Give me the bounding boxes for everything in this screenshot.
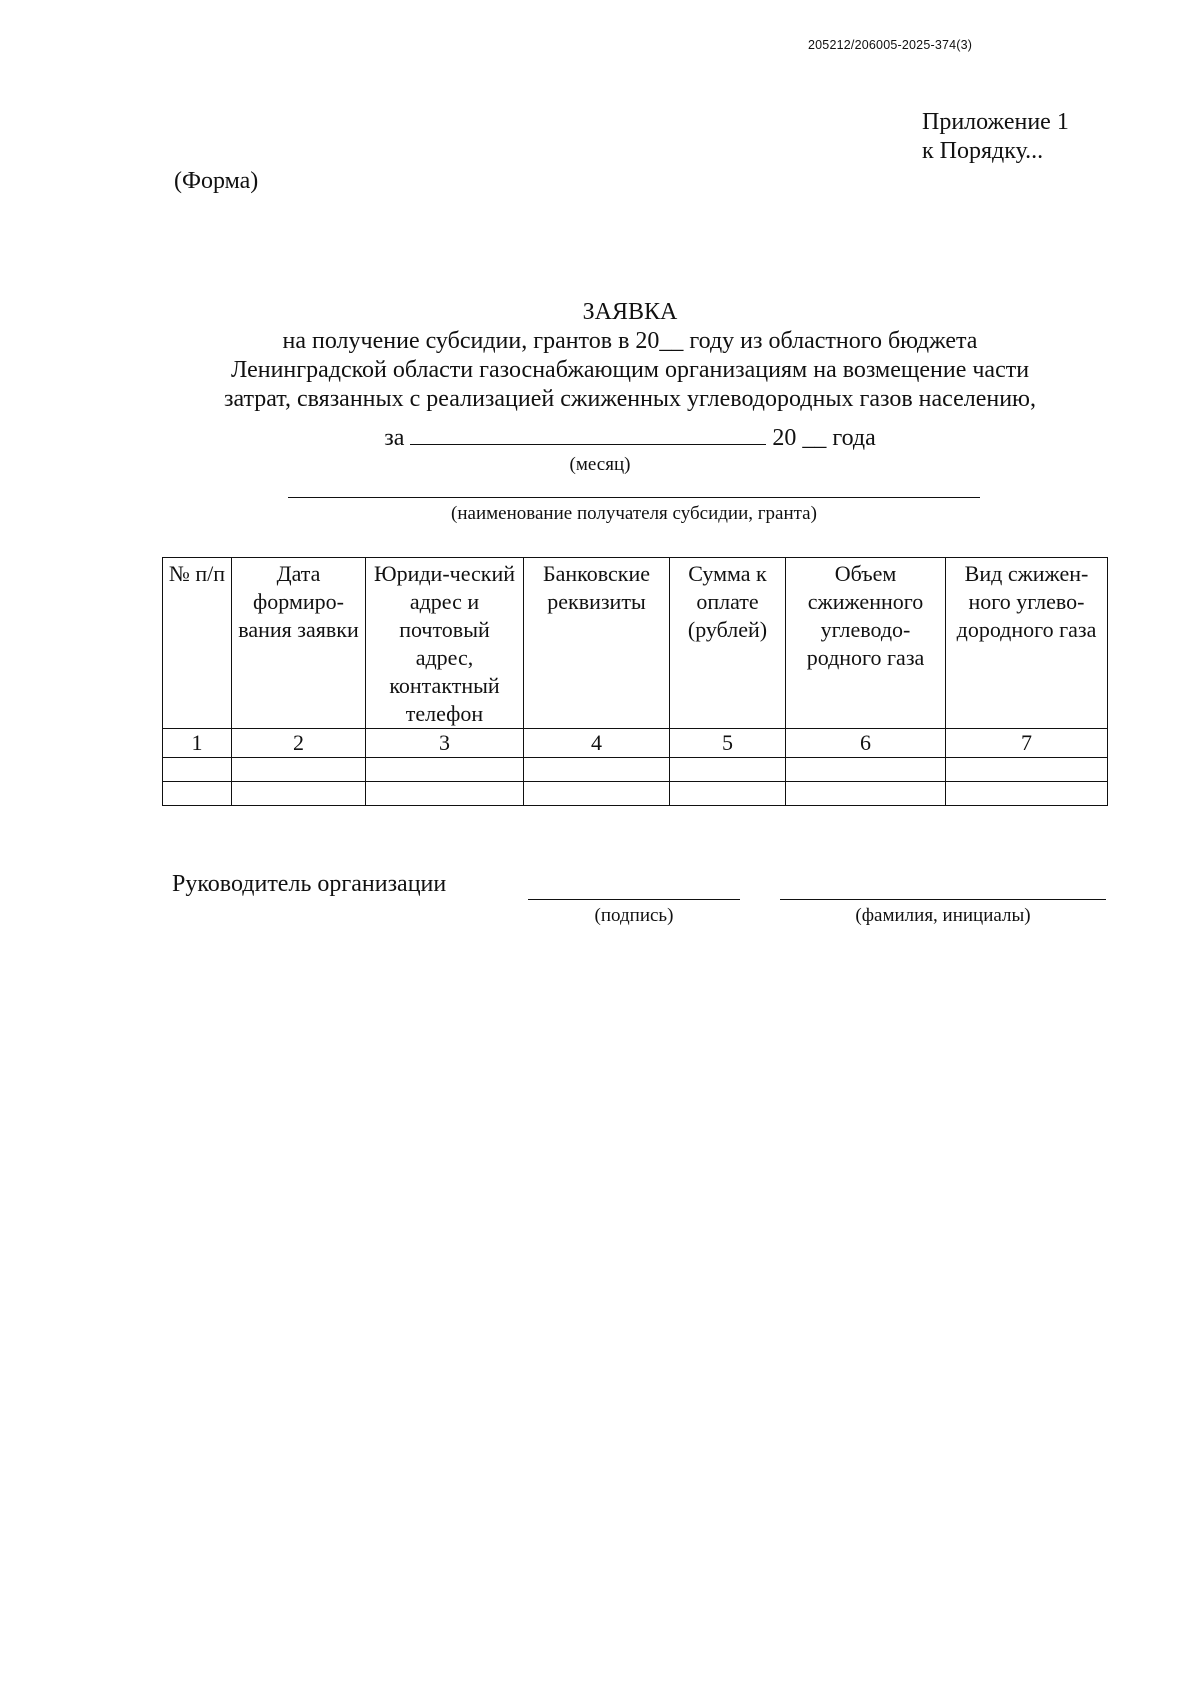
subtitle-line-2: Ленинградской области газоснабжающим организациям на возмещение части — [230, 357, 1030, 383]
column-number-cell: 2 — [232, 729, 366, 758]
table-cell[interactable] — [786, 758, 946, 782]
table-cell[interactable] — [366, 782, 524, 806]
header-cell: Вид сжижен-ного углево-дородного газа — [946, 558, 1108, 729]
recipient-blank-field[interactable] — [288, 497, 980, 498]
month-caption: (месяц) — [569, 454, 631, 475]
column-number-cell: 6 — [786, 729, 946, 758]
table-cell[interactable] — [524, 758, 670, 782]
column-number-cell: 4 — [524, 729, 670, 758]
table-cell[interactable] — [366, 758, 524, 782]
form-label: (Форма) — [174, 168, 259, 194]
name-caption: (фамилия, инициалы) — [855, 905, 1031, 926]
appendix-reference — [922, 108, 1069, 166]
column-number-cell: 7 — [946, 729, 1108, 758]
signature-blank-field[interactable] — [528, 899, 740, 900]
month-blank-field[interactable] — [410, 420, 766, 445]
header-cell: Сумма к оплате (рублей) — [670, 558, 786, 729]
document-id: 205212/206005-2025-374(3) — [808, 38, 973, 52]
recipient-caption: (наименование получателя субсидии, гранта) — [451, 503, 817, 524]
table-cell[interactable] — [946, 782, 1108, 806]
table-cell[interactable] — [670, 758, 786, 782]
table-cell[interactable] — [232, 758, 366, 782]
table-cell[interactable] — [163, 782, 232, 806]
application-table — [162, 557, 1108, 806]
subtitle-line-3: затрат, связанных с реализацией сжиженных углеводородных газов населению, — [223, 386, 1036, 412]
header-cell: Дата формиро-вания заявки — [232, 558, 366, 729]
header-cell: Объем сжиженного углеводо-родного газа — [786, 558, 946, 729]
document-title: ЗАЯВКА — [582, 299, 678, 325]
column-number-cell: 5 — [670, 729, 786, 758]
table-row — [163, 758, 1108, 782]
table-row — [163, 782, 1108, 806]
table-cell[interactable] — [946, 758, 1108, 782]
table-header-row — [163, 558, 1108, 729]
appendix-line-2: к Порядку... — [922, 138, 1044, 164]
column-number-cell: 3 — [366, 729, 524, 758]
appendix-line-1: Приложение 1 — [922, 109, 1069, 135]
column-number-cell: 1 — [163, 729, 232, 758]
column-number-row — [163, 729, 1108, 758]
month-prefix: за — [384, 425, 405, 451]
table-cell[interactable] — [670, 782, 786, 806]
header-cell: Юриди-ческий адрес и почтовый адрес, контактный телефон — [366, 558, 524, 729]
table-cell[interactable] — [232, 782, 366, 806]
header-cell: № п/п — [163, 558, 232, 729]
name-blank-field[interactable] — [780, 899, 1106, 900]
header-cell: Банковские реквизиты — [524, 558, 670, 729]
signature-caption: (подпись) — [594, 905, 674, 926]
table-cell[interactable] — [524, 782, 670, 806]
title-block — [150, 298, 1110, 414]
subtitle-line-1: на получение субсидии, грантов в 20__ году из областного бюджета — [282, 328, 978, 354]
table-cell[interactable] — [163, 758, 232, 782]
signer-label: Руководитель организации — [172, 871, 447, 897]
month-line — [150, 420, 1110, 453]
month-suffix: 20 __ года — [772, 425, 876, 451]
table-cell[interactable] — [786, 782, 946, 806]
